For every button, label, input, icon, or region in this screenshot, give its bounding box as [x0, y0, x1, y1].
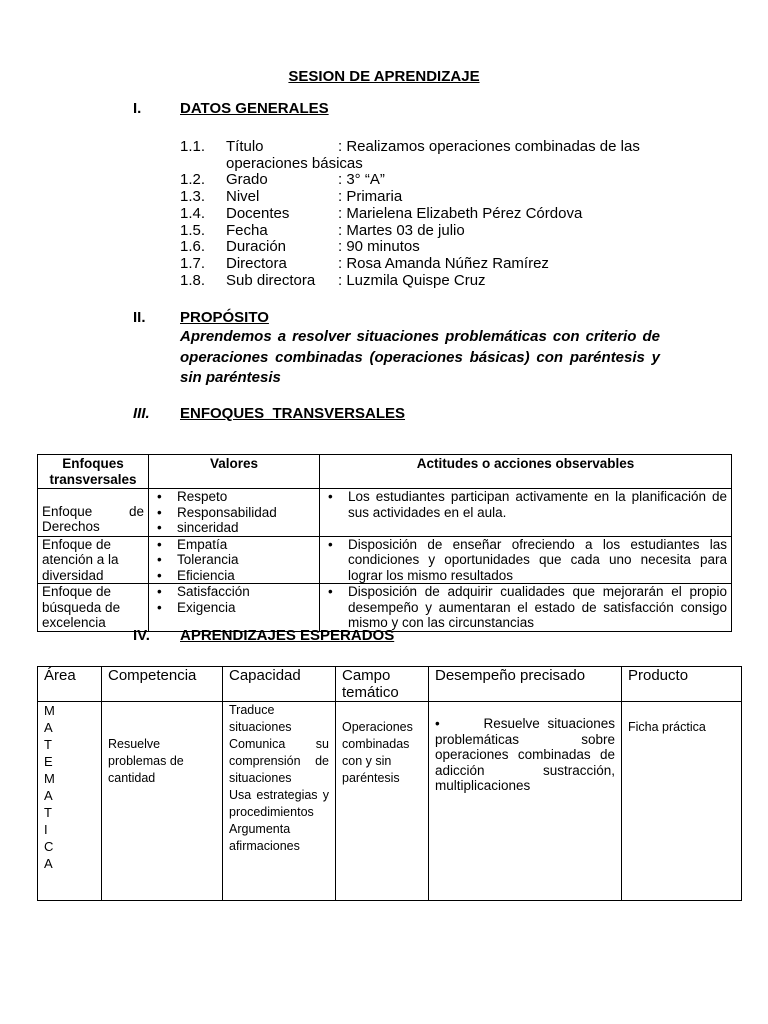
- header-area: Área: [38, 667, 102, 702]
- list-item: • Respeto: [153, 489, 315, 505]
- section-3-title: ENFOQUES TRANSVERSALES: [180, 405, 406, 422]
- aprendizajes-table: [37, 666, 742, 901]
- list-item: • Tolerancia: [153, 552, 315, 568]
- header-campo: Campo temático: [336, 667, 429, 702]
- list-item: • Satisfacción: [153, 584, 315, 600]
- document-title: SESION DE APRENDIZAJE: [288, 68, 480, 85]
- list-item: Comunica su comprensión de situaciones: [229, 737, 329, 785]
- list-item: • Eficiencia: [153, 568, 315, 584]
- enfoque-cell: Enfoque de búsqueda de excelencia: [38, 584, 149, 632]
- capacidad-cell: [223, 702, 336, 901]
- list-item: • Exigencia: [153, 600, 315, 616]
- area-cell: M A T E M A T I C A: [38, 702, 102, 901]
- table-row: [38, 584, 732, 632]
- header-producto: Producto: [622, 667, 742, 702]
- aprendizajes-header-row: [38, 667, 742, 702]
- valores-cell: [149, 584, 320, 632]
- header-capacidad: Capacidad: [223, 667, 336, 702]
- header-competencia: Competencia: [102, 667, 223, 702]
- enfoques-table: [37, 454, 732, 632]
- list-item: • Disposición de enseñar ofreciendo a los estudiantes las condiciones y oportunidades que cada uno necesita para lograr los mismo resultados: [324, 537, 727, 584]
- list-item: Argumenta afirmaciones: [229, 822, 300, 853]
- producto-cell: Ficha práctica: [622, 702, 742, 901]
- enfoque-cell: Enfoque de Derechos: [38, 489, 149, 537]
- table-row: [38, 489, 732, 537]
- valores-cell: [149, 536, 320, 584]
- proposito-text: Aprendemos a resolver situaciones problemáticas con criterio de operaciones combinadas (operaciones básicas) con paréntesis y sin paréntesis: [180, 328, 660, 386]
- valores-cell: [149, 489, 320, 537]
- list-item: • Responsabilidad: [153, 505, 315, 521]
- enfoque-cell: Enfoque de atención a la diversidad: [38, 536, 149, 584]
- header-actitudes: Actitudes o acciones observables: [320, 455, 732, 489]
- enfoques-header-row: [38, 455, 732, 489]
- list-item: • Disposición de adquirir cualidades que mejorarán el propio desempeño y aumentaran el estado de satisfacción consigo mismo y con las circunstancias: [324, 584, 727, 631]
- list-item: Usa estrategias y procedimientos: [229, 788, 329, 819]
- table-row: [38, 702, 742, 901]
- header-desempeno: Desempeño precisado: [429, 667, 622, 702]
- list-item: Traduce situaciones: [229, 703, 292, 734]
- section-2-number: II.: [133, 309, 146, 326]
- section-4-number: IV.: [133, 627, 150, 644]
- actitud-cell: [320, 536, 732, 584]
- section-4-title: APRENDIZAJES ESPERADOS: [180, 627, 395, 644]
- bullet: •: [435, 716, 440, 731]
- header-valores: Valores: [149, 455, 320, 489]
- desempeno-cell: • Resuelve situaciones problemáticas sobre operaciones combinadas de adicción sustracción, multiplicaciones: [429, 702, 622, 901]
- list-item: • Empatía: [153, 537, 315, 553]
- section-1-title: DATOS GENERALES: [180, 100, 329, 117]
- section-1-number: I.: [133, 100, 142, 117]
- competencia-cell: Resuelve problemas de cantidad: [102, 702, 223, 901]
- actitud-cell: [320, 584, 732, 632]
- header-enfoques: Enfoques transversales: [38, 455, 149, 489]
- campo-cell: Operaciones combinadas con y sin paréntesis: [336, 702, 429, 901]
- list-item: • Los estudiantes participan activamente en la planificación de sus actividades en el aula.: [324, 489, 727, 520]
- table-row: [38, 536, 732, 584]
- list-item: • sinceridad: [153, 520, 315, 536]
- section-2-title: PROPÓSITO: [180, 309, 269, 326]
- actitud-cell: [320, 489, 732, 537]
- section-3-number: III.: [133, 405, 150, 422]
